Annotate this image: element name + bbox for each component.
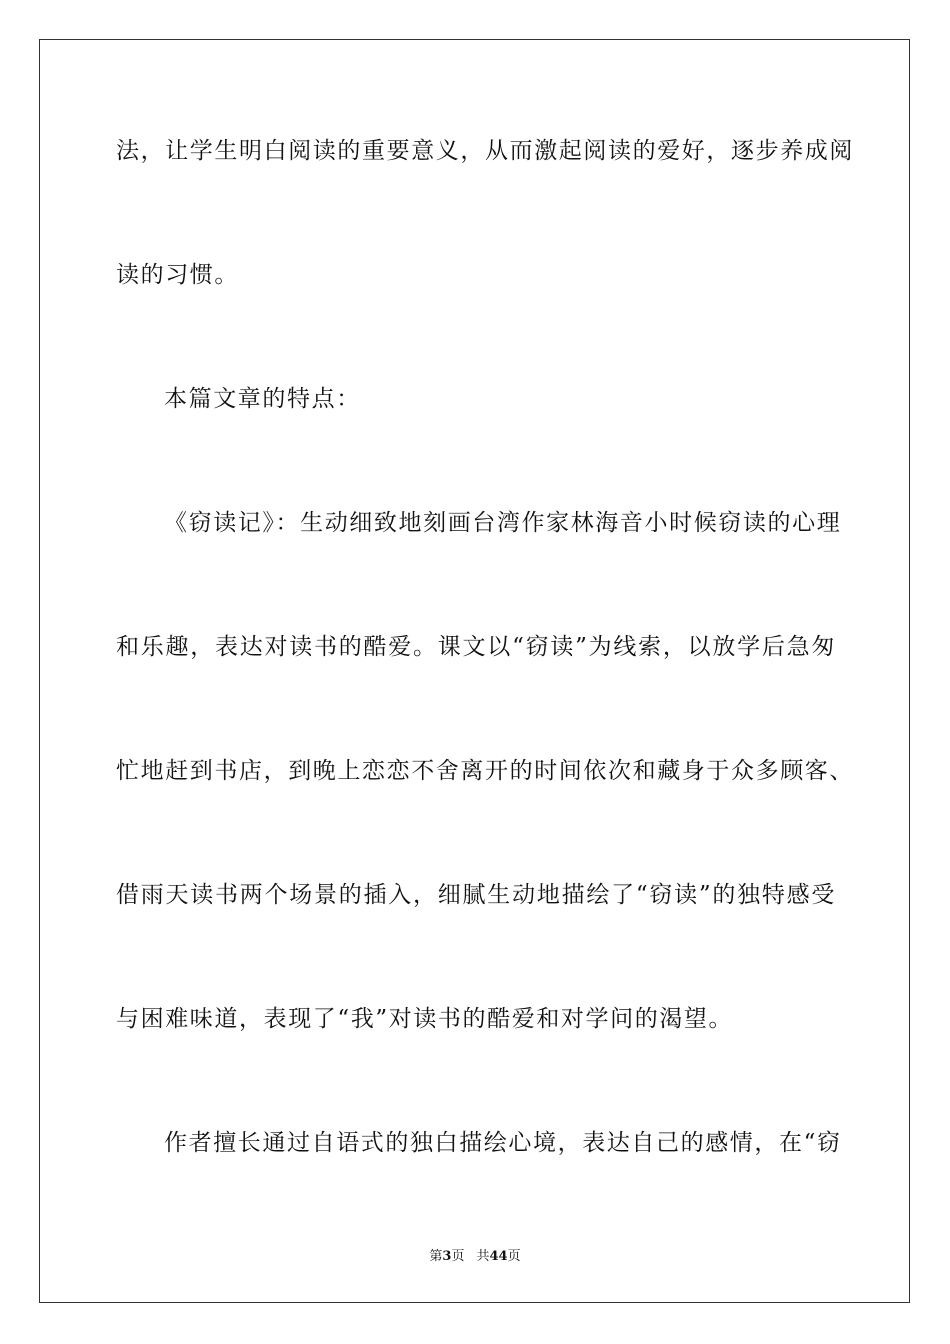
body-text-line: 法，让学生明白阅读的重要意义，从而激起阅读的爱好，逐步养成阅 bbox=[116, 138, 854, 164]
body-text-line: 与困难味道，表现了“我”对读书的酷爱和对学问的渴望。 bbox=[116, 1006, 734, 1032]
body-text-line: 忙地赶到书店，到晚上恋恋不舍离开的时间依次和藏身于众多顾客、 bbox=[116, 758, 854, 784]
page-prefix: 第 bbox=[429, 1249, 443, 1264]
total-suffix: 页 bbox=[507, 1249, 521, 1264]
body-text-line: 作者擅长通过自语式的独白描绘心境，表达自己的感情，在“窃 bbox=[164, 1130, 842, 1156]
body-text-line: 借雨天读书两个场景的插入，细腻生动地描绘了“窃读”的独特感受 bbox=[116, 882, 836, 908]
total-prefix: 共 bbox=[476, 1249, 490, 1264]
page-border bbox=[39, 39, 910, 1303]
body-text-line: 本篇文章的特点： bbox=[164, 386, 361, 412]
body-text-line: 和乐趣，表达对读书的酷爱。课文以“窃读”为线索，以放学后急匆 bbox=[116, 634, 836, 660]
page-footer bbox=[0, 1248, 950, 1266]
body-text-line: 读的习惯。 bbox=[116, 262, 239, 288]
page-suffix: 页 bbox=[451, 1249, 465, 1264]
total-pages: 44 bbox=[489, 1249, 508, 1264]
page-number: 3 bbox=[442, 1249, 452, 1264]
body-text-line: 《窃读记》：生动细致地刻画台湾作家林海音小时候窃读的心理 bbox=[164, 510, 842, 536]
